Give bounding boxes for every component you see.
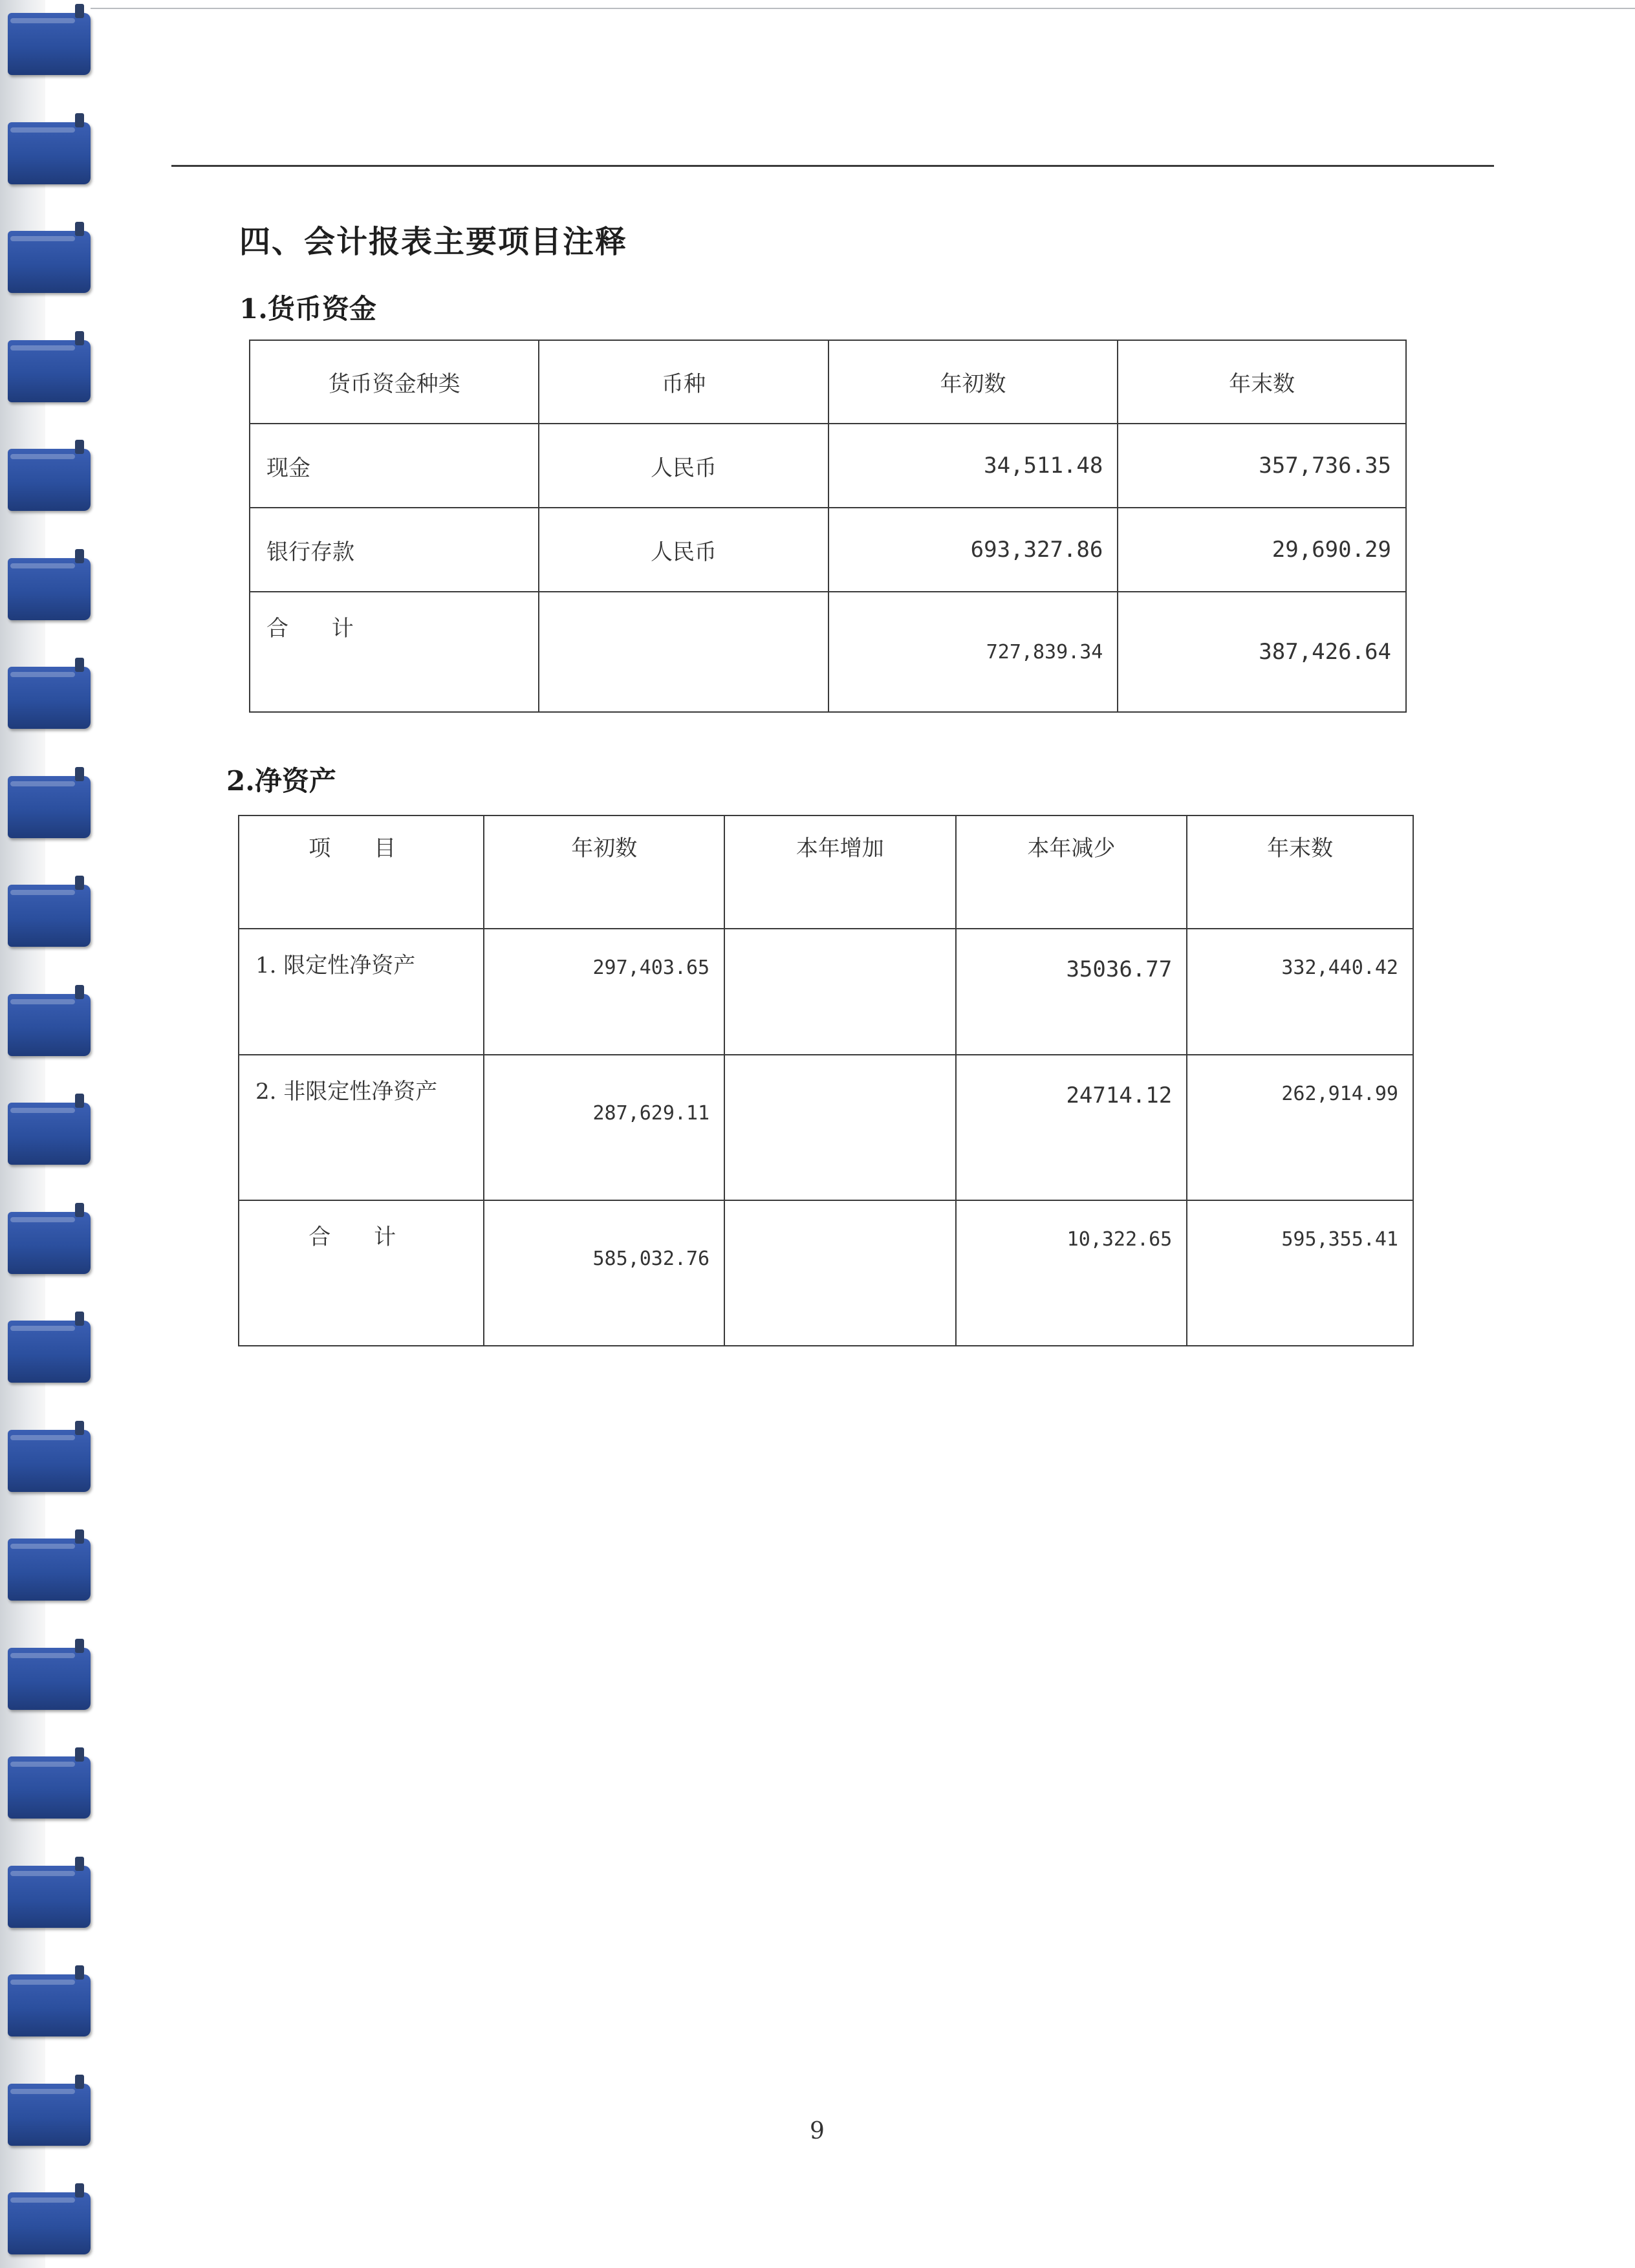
binding-ring xyxy=(8,13,91,75)
end-balance-cell: 357,736.35 xyxy=(1118,424,1406,508)
header-fund-type: 货币资金种类 xyxy=(250,340,539,424)
table-total-row xyxy=(250,592,1406,712)
table-header-row xyxy=(239,815,1413,929)
total-end-cell: 595,355.41 xyxy=(1187,1200,1413,1346)
section-title: 四、会计报表主要项目注释 xyxy=(239,224,628,260)
monetary-funds-table xyxy=(249,340,1407,713)
end-balance-cell: 332,440.42 xyxy=(1187,929,1413,1055)
table-row xyxy=(250,424,1406,508)
header-decrease: 本年减少 xyxy=(956,815,1187,929)
table-row xyxy=(250,508,1406,592)
decrease-cell: 35036.77 xyxy=(956,929,1187,1055)
increase-cell xyxy=(724,1055,955,1200)
binding-ring xyxy=(8,1321,91,1383)
item-cell: 1. 限定性净资产 xyxy=(239,929,484,1055)
end-balance-cell: 29,690.29 xyxy=(1118,508,1406,592)
currency-cell: 人民币 xyxy=(539,424,828,508)
increase-cell xyxy=(724,929,955,1055)
header-item: 项 目 xyxy=(239,815,484,929)
binding-ring xyxy=(8,122,91,184)
begin-balance-cell: 693,327.86 xyxy=(828,508,1118,592)
page-number: 9 xyxy=(810,2118,825,2144)
total-currency-cell xyxy=(539,592,828,712)
binding-ring xyxy=(8,449,91,511)
net-assets-table xyxy=(238,815,1414,1346)
header-end-balance: 年末数 xyxy=(1187,815,1413,929)
binding-ring xyxy=(8,776,91,838)
binding-ring xyxy=(8,2192,91,2254)
total-label-cell: 合 计 xyxy=(239,1200,484,1346)
header-end-balance: 年末数 xyxy=(1118,340,1406,424)
binding-ring xyxy=(8,2084,91,2146)
begin-balance-cell: 297,403.65 xyxy=(484,929,724,1055)
total-end-cell: 387,426.64 xyxy=(1118,592,1406,712)
binding-ring xyxy=(8,1756,91,1819)
binding-ring xyxy=(8,1430,91,1492)
binding-ring xyxy=(8,231,91,293)
binding-ring xyxy=(8,667,91,729)
binding-ring xyxy=(8,994,91,1056)
binding-ring xyxy=(8,885,91,947)
total-decrease-cell: 10,322.65 xyxy=(956,1200,1187,1346)
decrease-cell: 24714.12 xyxy=(956,1055,1187,1200)
net-assets-title: 2.净资产 xyxy=(226,765,336,797)
table-row xyxy=(239,929,1413,1055)
end-balance-cell: 262,914.99 xyxy=(1187,1055,1413,1200)
binding-ring xyxy=(8,1648,91,1710)
binding-ring xyxy=(8,1103,91,1165)
currency-cell: 人民币 xyxy=(539,508,828,592)
paper-top-edge xyxy=(91,8,1635,13)
binding-ring xyxy=(8,1974,91,2036)
binding-ring xyxy=(8,340,91,402)
header-rule xyxy=(171,165,1494,167)
binding-ring xyxy=(8,558,91,620)
header-begin-balance: 年初数 xyxy=(828,340,1118,424)
total-increase-cell xyxy=(724,1200,955,1346)
header-currency: 币种 xyxy=(539,340,828,424)
fund-type-cell: 现金 xyxy=(250,424,539,508)
item-cell: 2. 非限定性净资产 xyxy=(239,1055,484,1200)
fund-type-cell: 银行存款 xyxy=(250,508,539,592)
binding-ring xyxy=(8,1539,91,1601)
table-total-row xyxy=(239,1200,1413,1346)
table-header-row xyxy=(250,340,1406,424)
binding-ring xyxy=(8,1866,91,1928)
binding-ring xyxy=(8,1212,91,1274)
total-label-cell: 合 计 xyxy=(250,592,539,712)
monetary-funds-title: 1.货币资金 xyxy=(239,293,376,325)
table-row xyxy=(239,1055,1413,1200)
total-begin-cell: 585,032.76 xyxy=(484,1200,724,1346)
header-begin-balance: 年初数 xyxy=(484,815,724,929)
begin-balance-cell: 34,511.48 xyxy=(828,424,1118,508)
total-begin-cell: 727,839.34 xyxy=(828,592,1118,712)
header-increase: 本年增加 xyxy=(724,815,955,929)
begin-balance-cell: 287,629.11 xyxy=(484,1055,724,1200)
